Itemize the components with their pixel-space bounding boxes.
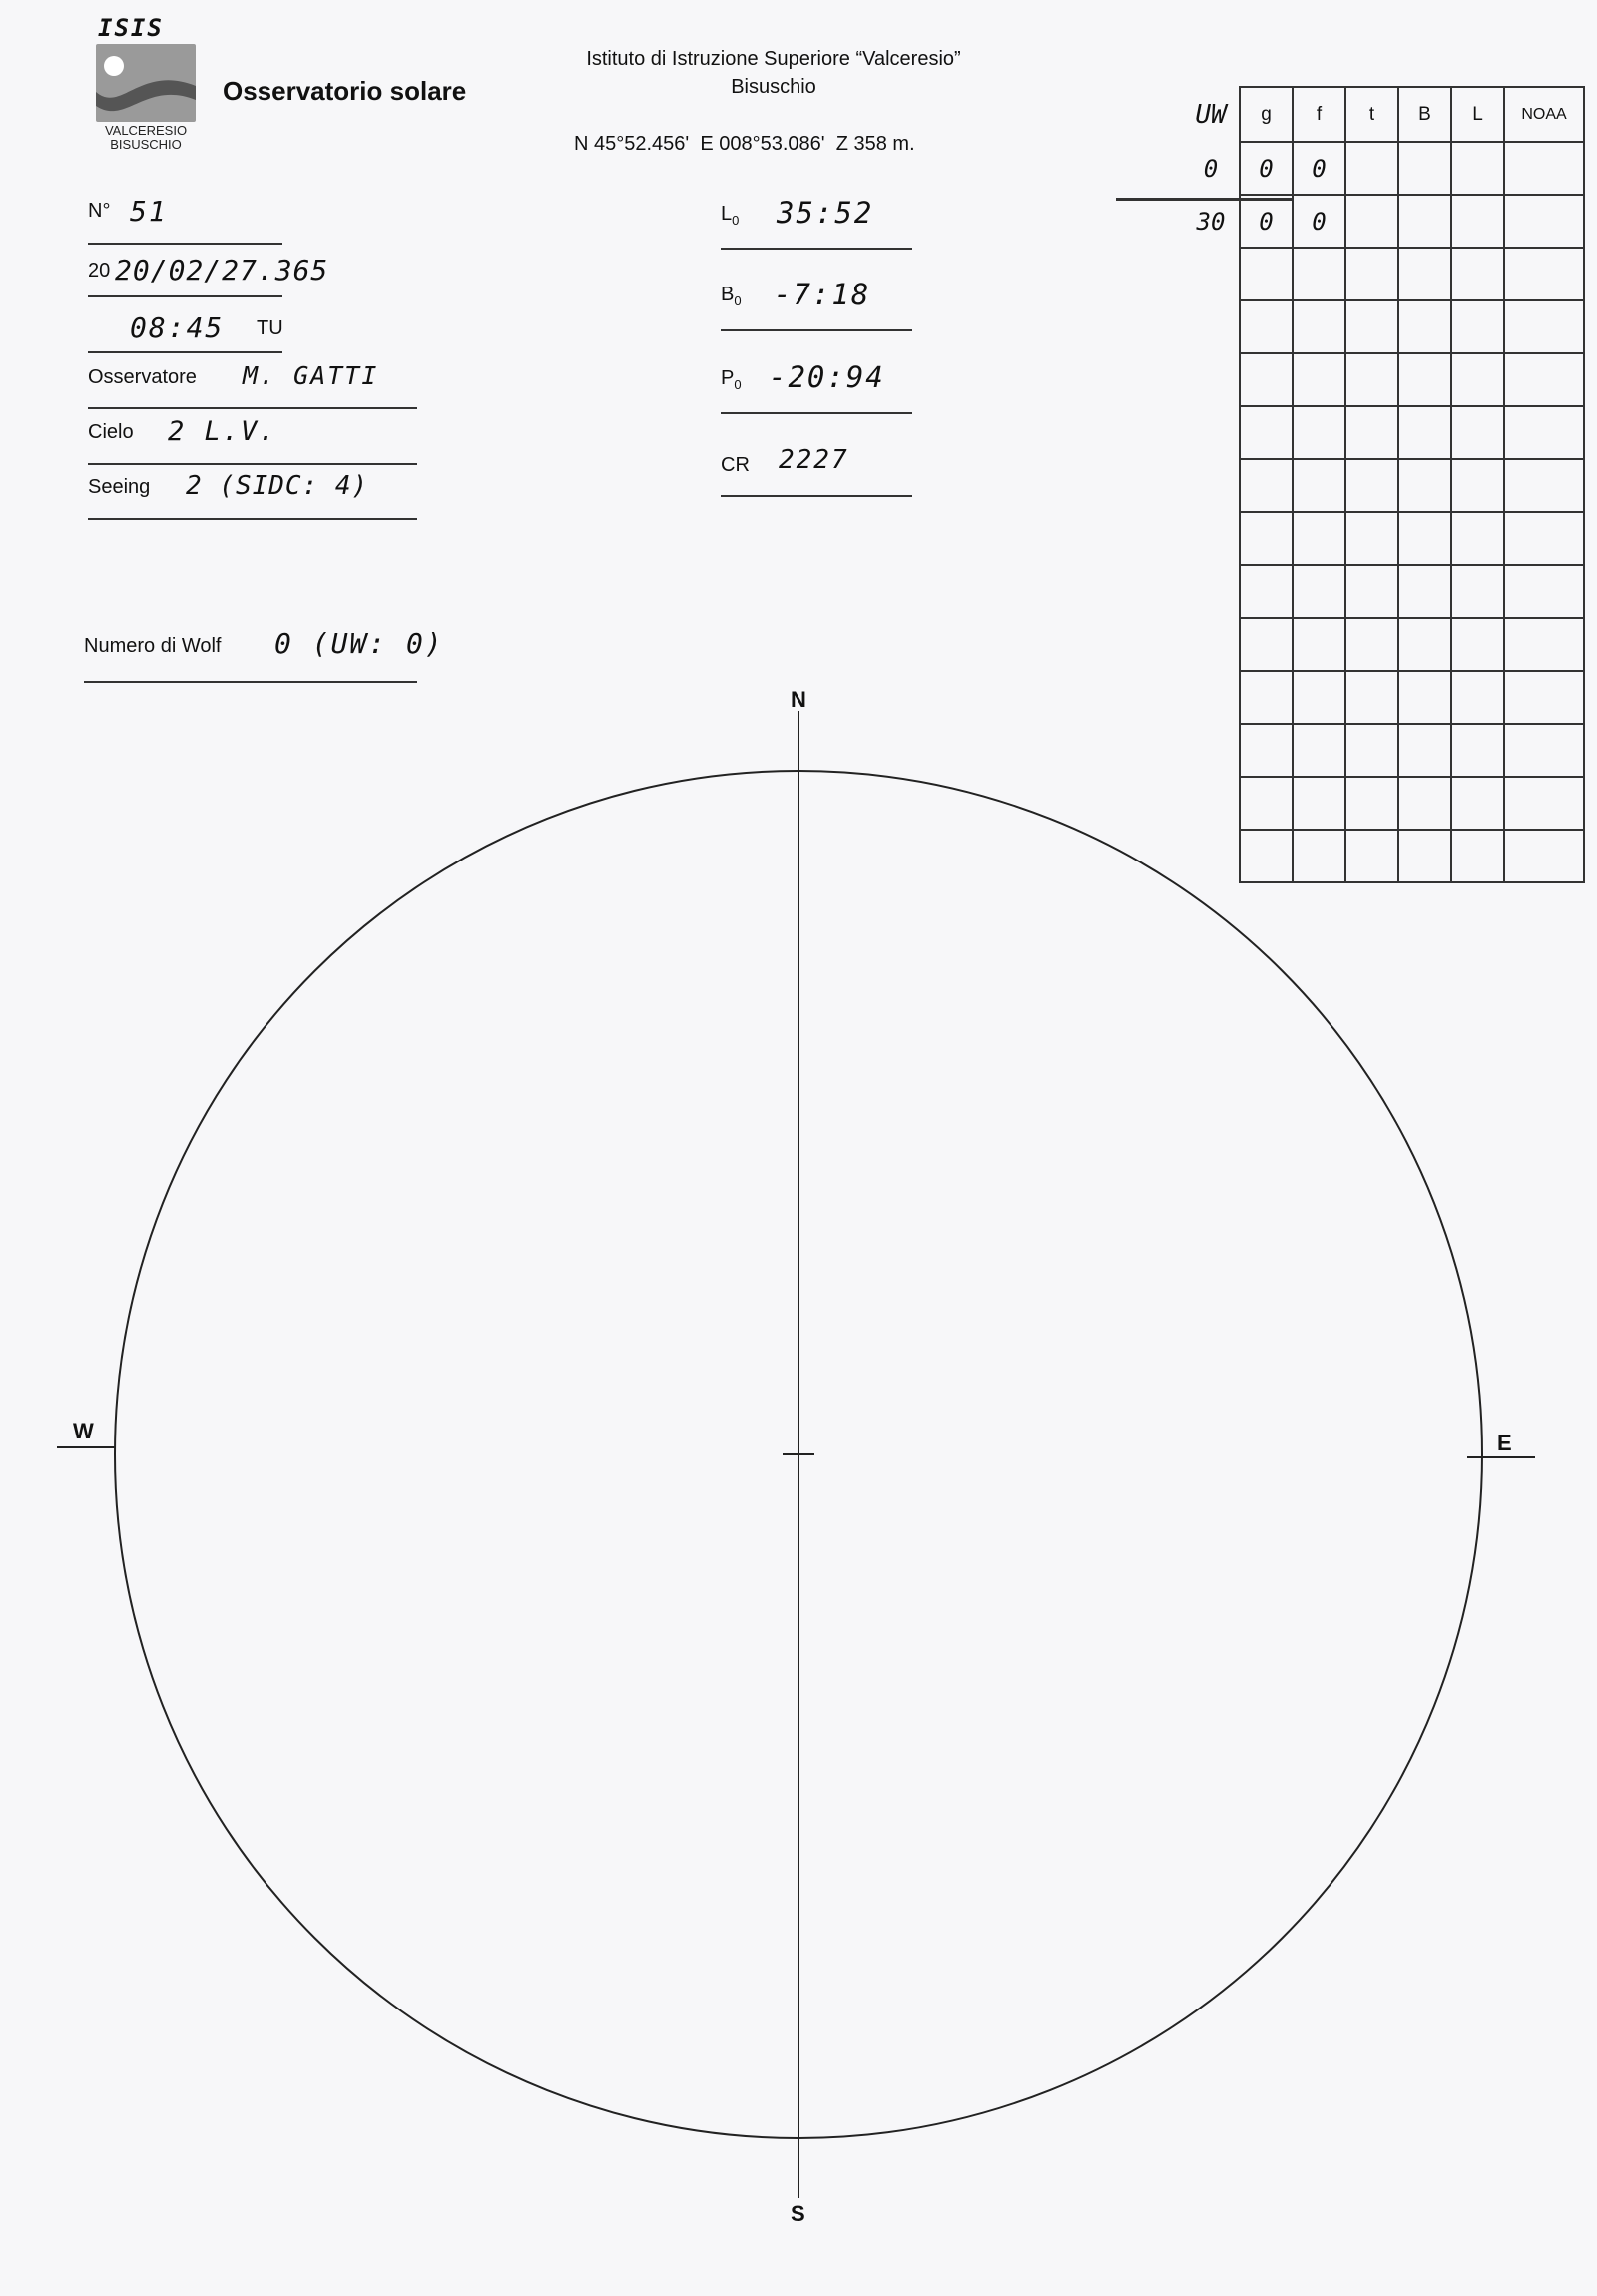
- table-cell: [1504, 724, 1584, 777]
- table-cell: [1504, 671, 1584, 724]
- wolf-value: 0 (UW: 0): [274, 627, 444, 660]
- sky-line: [88, 463, 417, 465]
- uw-underline: [1116, 198, 1294, 201]
- table-cell: [1293, 830, 1345, 882]
- table-cell: [1345, 830, 1398, 882]
- table-cell: [1183, 512, 1240, 565]
- seeing-label: Seeing: [88, 476, 151, 498]
- cell-value: 0: [1259, 207, 1274, 236]
- table-cell: [1293, 353, 1345, 406]
- cr-label: CR: [721, 454, 750, 476]
- table-header-row: [1183, 87, 1584, 142]
- table-cell: [1240, 142, 1293, 195]
- table-cell: [1345, 248, 1398, 300]
- b0-line: [721, 329, 912, 331]
- institute-town: Bisuschio: [731, 76, 816, 98]
- table-cell: [1240, 406, 1293, 459]
- table-cell: [1240, 671, 1293, 724]
- table-cell: [1183, 459, 1240, 512]
- number-value: 51: [130, 195, 168, 228]
- header-l: L: [1451, 87, 1504, 142]
- table-cell: [1293, 724, 1345, 777]
- table-cell: [1183, 671, 1240, 724]
- header-uw: UW: [1195, 99, 1227, 130]
- institute-name: Istituto di Istruzione Superiore “Valceresio”: [586, 48, 961, 70]
- table-row: [1183, 724, 1584, 777]
- p0-sub: 0: [734, 377, 742, 392]
- table-cell: [1240, 724, 1293, 777]
- l0-line: [721, 248, 912, 250]
- table-cell: [1293, 512, 1345, 565]
- table-cell: [1293, 618, 1345, 671]
- table-row: [1183, 618, 1584, 671]
- l0-value: 35:52: [777, 196, 874, 230]
- p0-line: [721, 412, 912, 414]
- table-row: [1183, 565, 1584, 618]
- table-cell: [1451, 512, 1504, 565]
- table-cell: [1183, 406, 1240, 459]
- table-cell: [1345, 459, 1398, 512]
- table-cell: [1345, 300, 1398, 353]
- p0-value: -20:94: [769, 360, 885, 394]
- p0-label: [721, 367, 742, 392]
- cr-line: [721, 495, 912, 497]
- table-cell: [1451, 565, 1504, 618]
- table-cell: [1345, 724, 1398, 777]
- cr-value: 2227: [779, 445, 849, 475]
- table-cell: [1451, 195, 1504, 248]
- time-value: 08:45: [130, 311, 225, 344]
- table-row: [1183, 512, 1584, 565]
- table-cell: [1398, 777, 1451, 830]
- time-line: [88, 351, 282, 353]
- sky-label: Cielo: [88, 421, 134, 443]
- table-cell: [1398, 353, 1451, 406]
- table-cell: [1451, 777, 1504, 830]
- table-cell: [1504, 142, 1584, 195]
- l0-label: [721, 203, 739, 228]
- wolf-label: Numero di Wolf: [84, 635, 222, 657]
- table-cell: [1293, 459, 1345, 512]
- logo-wave-icon: [96, 44, 196, 122]
- table-cell: [1240, 777, 1293, 830]
- cell-value: 0: [1312, 154, 1327, 183]
- table-cell: [1398, 195, 1451, 248]
- table-cell: [1183, 724, 1240, 777]
- table-cell: [1183, 353, 1240, 406]
- seeing-line: [88, 518, 417, 520]
- table-cell: [1504, 195, 1584, 248]
- table-cell: [1345, 671, 1398, 724]
- observer-value: M. GATTI: [243, 361, 379, 390]
- west-label: W: [73, 1419, 94, 1443]
- table-cell: [1183, 195, 1240, 248]
- table-cell: [1293, 777, 1345, 830]
- table-cell: [1293, 671, 1345, 724]
- p0-letter: P: [721, 367, 735, 389]
- table-cell: [1398, 142, 1451, 195]
- table-cell: [1293, 195, 1345, 248]
- observer-line: [88, 407, 417, 409]
- header-g: g: [1240, 87, 1293, 142]
- table-cell: [1293, 406, 1345, 459]
- table-cell: [1345, 353, 1398, 406]
- number-label: N°: [88, 200, 111, 222]
- table-cell: [1451, 406, 1504, 459]
- solar-disk-circle: [115, 771, 1482, 2138]
- sunspot-table: [1183, 86, 1585, 883]
- number-line: [88, 243, 282, 245]
- table-row: [1183, 300, 1584, 353]
- b0-letter: B: [721, 284, 735, 305]
- observer-label: Osservatore: [88, 366, 197, 388]
- table-row: [1183, 830, 1584, 882]
- b0-sub: 0: [734, 293, 742, 308]
- table-cell: [1183, 565, 1240, 618]
- table-cell: [1451, 618, 1504, 671]
- b0-label: [721, 284, 742, 308]
- east-label: E: [1497, 1431, 1512, 1455]
- table-cell: [1398, 300, 1451, 353]
- table-cell: [1398, 512, 1451, 565]
- l0-sub: 0: [732, 213, 740, 228]
- table-row: [1183, 248, 1584, 300]
- table-cell: [1451, 300, 1504, 353]
- logo-line2: BISUSCHIO: [110, 137, 182, 152]
- table-cell: [1240, 353, 1293, 406]
- table-cell: [1345, 777, 1398, 830]
- table-cell: [1293, 565, 1345, 618]
- table-cell: [1451, 830, 1504, 882]
- table-cell: [1504, 777, 1584, 830]
- logo-icon: [96, 44, 196, 122]
- table-cell: [1504, 300, 1584, 353]
- time-unit: TU: [257, 317, 283, 339]
- cell-value: 0: [1203, 154, 1219, 183]
- table-cell: [1504, 353, 1584, 406]
- table-cell: [1398, 830, 1451, 882]
- table-cell: [1504, 565, 1584, 618]
- table-cell: [1240, 300, 1293, 353]
- table-cell: [1504, 459, 1584, 512]
- table-cell: [1240, 830, 1293, 882]
- table-cell: [1345, 195, 1398, 248]
- table-cell: [1504, 406, 1584, 459]
- table-cell: [1240, 565, 1293, 618]
- table-cell: [1293, 300, 1345, 353]
- table-cell: [1183, 830, 1240, 882]
- table-cell: [1451, 248, 1504, 300]
- b0-value: -7:18: [774, 278, 871, 311]
- table-cell: [1504, 618, 1584, 671]
- date-prefix: 20: [88, 260, 111, 282]
- cell-value: 0: [1312, 207, 1327, 236]
- table-cell: [1398, 459, 1451, 512]
- table-cell: [1183, 248, 1240, 300]
- table-cell: [1183, 618, 1240, 671]
- table-cell: [1398, 565, 1451, 618]
- table-cell: [1345, 512, 1398, 565]
- logo-caption: [90, 124, 202, 152]
- table-cell: [1398, 671, 1451, 724]
- sky-value: 2 L.V.: [168, 416, 277, 447]
- table-cell: [1345, 406, 1398, 459]
- page-title: Osservatorio solare: [223, 76, 467, 106]
- south-label: S: [791, 2201, 805, 2226]
- table-cell: [1398, 724, 1451, 777]
- table-cell: [1451, 142, 1504, 195]
- cell-value: 0: [1259, 154, 1274, 183]
- header-t: t: [1345, 87, 1398, 142]
- table-cell: [1240, 459, 1293, 512]
- logo-mark: ISIS: [98, 14, 164, 42]
- table-cell: [1183, 300, 1240, 353]
- table-row: [1183, 671, 1584, 724]
- date-line: [88, 295, 282, 297]
- table-cell: [1451, 459, 1504, 512]
- l0-letter: L: [721, 203, 733, 225]
- table-row: [1183, 777, 1584, 830]
- table-cell: [1183, 777, 1240, 830]
- table-cell: [1504, 248, 1584, 300]
- header-f: f: [1293, 87, 1345, 142]
- date-value: 20/02/27.365: [115, 254, 329, 287]
- table-cell: [1293, 248, 1345, 300]
- table-row: [1183, 142, 1584, 195]
- table-cell: [1240, 248, 1293, 300]
- seeing-value: 2 (SIDC: 4): [186, 471, 369, 501]
- site-coordinates: N 45°52.456' E 008°53.086' Z 358 m.: [574, 133, 915, 155]
- table-cell: [1240, 512, 1293, 565]
- table-cell: [1240, 195, 1293, 248]
- cell-value: 30: [1196, 207, 1226, 236]
- header-noaa: NOAA: [1504, 87, 1584, 142]
- table-cell: [1345, 142, 1398, 195]
- table-cell: [1451, 724, 1504, 777]
- north-label: N: [791, 687, 806, 712]
- table-cell: [1293, 142, 1345, 195]
- table-cell: [1345, 565, 1398, 618]
- table-row: [1183, 406, 1584, 459]
- table-row: [1183, 353, 1584, 406]
- table-cell: [1504, 512, 1584, 565]
- wolf-line: [84, 681, 417, 683]
- table-cell: [1398, 618, 1451, 671]
- table-cell: [1240, 618, 1293, 671]
- table-cell: [1398, 406, 1451, 459]
- table-row: [1183, 459, 1584, 512]
- table-cell: [1504, 830, 1584, 882]
- table-cell: [1183, 142, 1240, 195]
- table-cell: [1398, 248, 1451, 300]
- table-cell: [1451, 353, 1504, 406]
- table-cell: [1451, 671, 1504, 724]
- table-row: [1183, 195, 1584, 248]
- logo-line1: VALCERESIO: [104, 123, 188, 138]
- table-cell: [1345, 618, 1398, 671]
- header-b: B: [1398, 87, 1451, 142]
